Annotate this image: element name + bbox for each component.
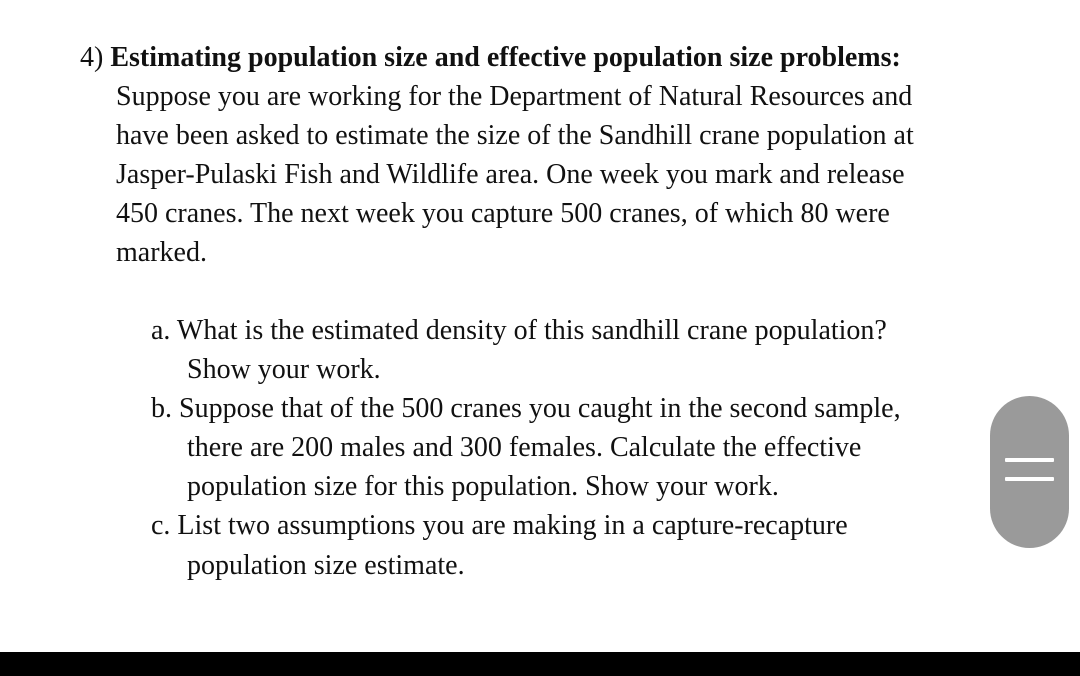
subquestion-a-line: Show your work. bbox=[187, 354, 381, 385]
subquestion-b-line: population size for this population. Show your work. bbox=[187, 471, 779, 502]
question-body-line: marked. bbox=[116, 237, 207, 268]
question-body-line: 450 cranes. The next week you capture 500 cranes, of which 80 were bbox=[116, 198, 890, 229]
subquestion-b-line: b. Suppose that of the 500 cranes you caught in the second sample, bbox=[151, 393, 901, 424]
question-title: Estimating population size and effective population size problems: bbox=[110, 42, 901, 73]
drag-handle-icon bbox=[1005, 458, 1054, 462]
question-body-line: Jasper-Pulaski Fish and Wildlife area. One week you mark and release bbox=[116, 159, 905, 190]
drag-handle-icon bbox=[1005, 477, 1054, 481]
subquestion-b-line: there are 200 males and 300 females. Calculate the effective bbox=[187, 432, 862, 463]
question-body-line: Suppose you are working for the Department of Natural Resources and bbox=[116, 81, 913, 112]
subquestion-c-line: population size estimate. bbox=[187, 550, 465, 581]
scroll-handle[interactable] bbox=[990, 396, 1069, 548]
bottom-bar bbox=[0, 652, 1080, 676]
question-body-line: have been asked to estimate the size of the Sandhill crane population at bbox=[116, 120, 914, 151]
subquestion-a-line: a. What is the estimated density of this sandhill crane population? bbox=[151, 315, 887, 346]
question-number: 4) bbox=[80, 42, 104, 73]
question-header bbox=[80, 38, 901, 77]
subquestion-c-line: c. List two assumptions you are making in a capture-recapture bbox=[151, 510, 848, 541]
